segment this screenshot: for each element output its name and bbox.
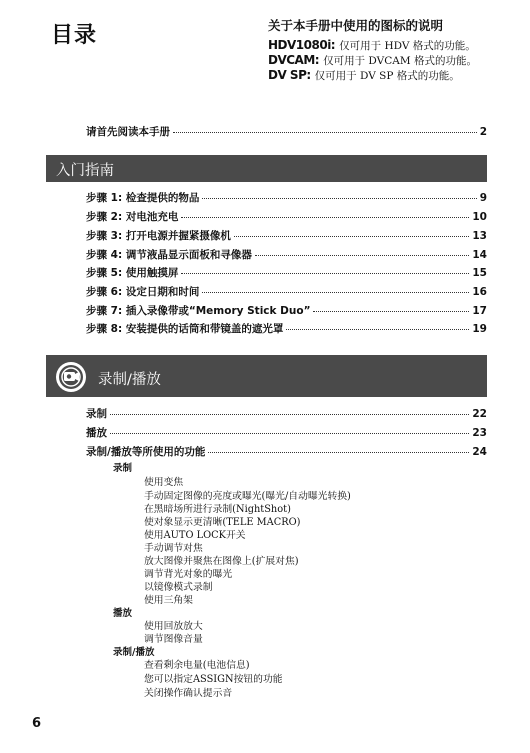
toc-entry[interactable]: 步骤 1: 检查提供的物品 9 — [86, 192, 487, 204]
leader-dots — [234, 236, 470, 237]
toc-entry[interactable]: 步骤 7: 插入录像带或“Memory Stick Duo” 17 — [86, 305, 487, 317]
subsection-heading: 播放 — [113, 608, 133, 619]
subsection-item: 您可以指定ASSIGN按钮的功能 — [144, 674, 283, 685]
dv-sp-icon: DV SP: — [268, 68, 311, 82]
section-header-recording-playback: 录制/播放 — [46, 355, 487, 397]
section-header-getting-started: 入门指南 — [46, 155, 487, 182]
subsection-heading: 录制 — [113, 463, 133, 474]
leader-dots — [208, 452, 469, 453]
toc-entry[interactable]: 步骤 5: 使用触摸屏 15 — [86, 267, 487, 279]
toc-entry[interactable]: 步骤 2: 对电池充电 10 — [86, 211, 487, 223]
leader-dots — [202, 292, 469, 293]
subsection-item: 使用三角架 — [144, 595, 193, 606]
leader-dots — [313, 311, 469, 312]
subsection-item: 手动调节对焦 — [144, 543, 203, 554]
legend-row-dvsp — [268, 68, 518, 83]
subsection-item: 使用变焦 — [144, 477, 184, 488]
leader-dots — [181, 273, 469, 274]
leader-dots — [110, 414, 469, 415]
leader-dots — [181, 217, 469, 218]
subsection-heading: 录制/播放 — [113, 647, 155, 658]
subsection-item: 关闭操作确认提示音 — [144, 688, 233, 699]
subsection-item: 放大图像并聚焦在图像上(扩展对焦) — [144, 556, 299, 567]
page-number: 6 — [32, 716, 42, 731]
toc-entry-intro[interactable]: 请首先阅读本手册 2 — [86, 126, 487, 138]
toc-entry[interactable]: 录制/播放等所使用的功能 24 — [86, 446, 487, 458]
dvcam-icon: DVCAM: — [268, 53, 320, 67]
toc-entry[interactable]: 步骤 6: 设定日期和时间 16 — [86, 286, 487, 298]
leader-dots — [286, 329, 469, 330]
subsection-item: 使用AUTO LOCK开关 — [144, 530, 246, 541]
legend-desc: 仅可用于 DV SP 格式的功能。 — [314, 70, 460, 82]
subsection-item: 使用回放放大 — [144, 621, 203, 632]
legend-desc: 仅可用于 HDV 格式的功能。 — [339, 40, 476, 52]
subsection-item: 调节背光对象的曝光 — [144, 569, 233, 580]
toc-entry[interactable]: 步骤 8: 安装提供的话筒和带镜盖的遮光罩 19 — [86, 323, 487, 335]
legend-row-dvcam — [268, 53, 518, 68]
leader-dots — [202, 198, 476, 199]
legend-row-hdv — [268, 38, 518, 53]
hdv-icon: HDV1080i: — [268, 38, 336, 52]
subsection-item: 手动固定图像的亮度或曝光(曝光/自动曝光转换) — [144, 491, 351, 502]
leader-dots — [173, 132, 477, 133]
leader-dots — [110, 433, 469, 434]
subsection-item: 查看剩余电量(电池信息) — [144, 660, 250, 671]
toc-entry[interactable]: 播放 23 — [86, 427, 487, 439]
toc-entry[interactable]: 步骤 4: 调节液晶显示面板和寻像器 14 — [86, 249, 487, 261]
page-title: 目录 — [51, 23, 98, 48]
toc-entry[interactable]: 步骤 3: 打开电源并握紧摄像机 13 — [86, 230, 487, 242]
subsection-item: 以镜像模式录制 — [144, 582, 213, 593]
toc-entry[interactable]: 录制 22 — [86, 408, 487, 420]
subsection-item: 在黑暗场所进行录制(NightShot) — [144, 504, 291, 515]
subsection-item: 调节图像音量 — [144, 634, 203, 645]
icon-legend — [268, 16, 518, 83]
leader-dots — [255, 255, 470, 256]
disc-camera-icon — [54, 360, 88, 394]
subsection-item: 使对象显示更清晰(TELE MACRO) — [144, 517, 301, 528]
legend-title: 关于本手册中使用的图标的说明 — [268, 18, 444, 33]
legend-desc: 仅可用于 DVCAM 格式的功能。 — [323, 55, 477, 67]
